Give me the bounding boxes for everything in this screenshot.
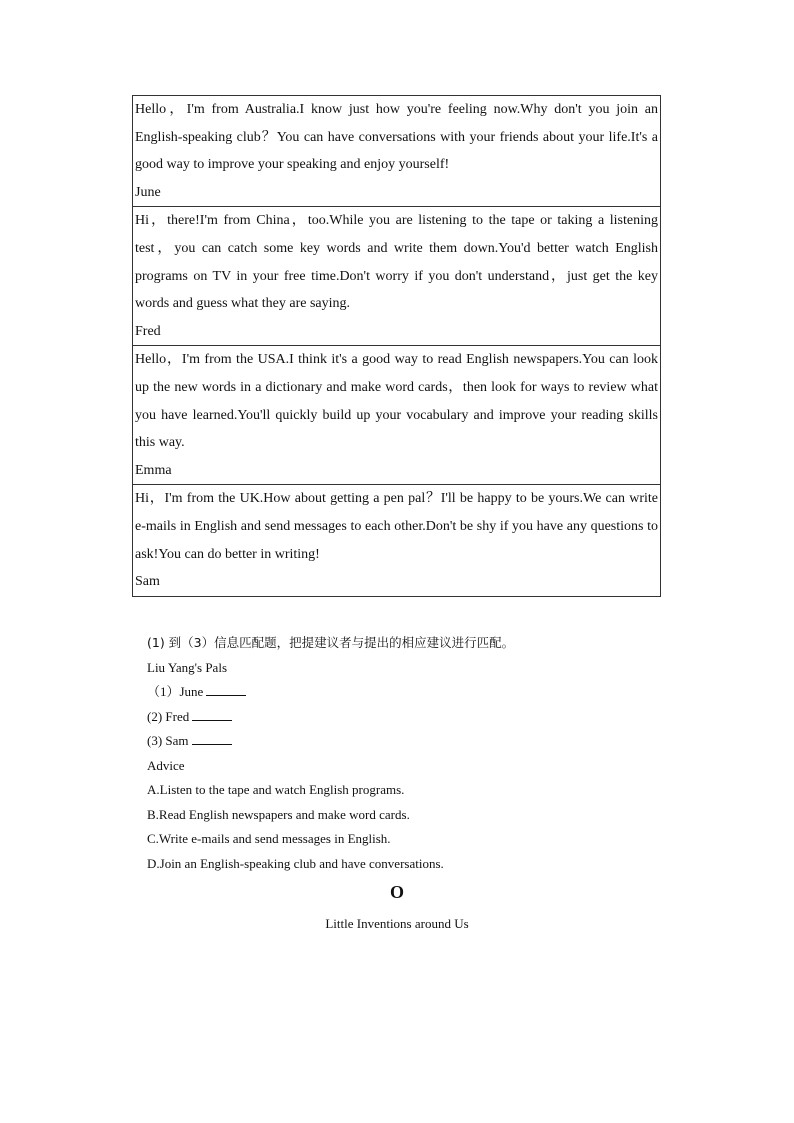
section-title: Little Inventions around Us — [325, 916, 469, 931]
letter-text: Hi，there!I'm from China，too.While you are listening to the tape or taking a listening test，you can catch some key words and write them down.You'd better watch English programs on TV in your free time.Don't worry if you don't understand，just get the key words and guess what they are saying. — [135, 213, 658, 312]
advice-heading: Advice — [147, 757, 185, 773]
letter-row — [133, 346, 661, 485]
advice-option: A.Listen to the tape and watch English programs. — [147, 782, 405, 797]
advice-option: B.Read English newspapers and make word cards. — [147, 806, 410, 822]
letter-cell — [133, 485, 661, 596]
letter-row — [133, 207, 661, 346]
answer-blank[interactable] — [206, 681, 246, 696]
letter-cell — [133, 346, 661, 485]
question-label: （1）June — [147, 684, 204, 699]
answer-blank[interactable] — [192, 706, 232, 721]
letter-cell — [133, 207, 661, 346]
section-letter: O — [389, 882, 404, 902]
letter-signature: Fred — [135, 323, 161, 339]
question-item — [147, 729, 667, 754]
advice-option: D.Join an English-speaking club and have conversations. — [147, 855, 444, 871]
letter-cell — [133, 96, 661, 207]
advice-option: C.Write e-mails and send messages in English. — [147, 831, 391, 846]
question-label: (2) Fred — [147, 708, 190, 724]
letter-text: Hello，I'm from the USA.I think it's a good way to read English newspapers.You can look up the new words in a dictionary and make word cards，then look for ways to review what you have learned.You'll quickly build up your vocabulary and improve your reading skills this way. — [135, 352, 658, 451]
letter-row — [133, 485, 661, 596]
pen-pal-advice-table — [132, 95, 661, 597]
matching-questions — [147, 631, 667, 876]
question-instruction: (1) 到（3）信息匹配题，把提建议者与提出的相应建议进行匹配。 — [147, 635, 515, 650]
question-item — [147, 705, 667, 730]
letter-row — [133, 96, 661, 207]
pals-heading: Liu Yang's Pals — [147, 659, 227, 675]
letter-text: Hi，I'm from the UK.How about getting a pen pal？I'll be happy to be yours.We can write e-mails in English and send messages to each other.Don't be shy if you have any questions to ask!You can do better in writing! — [135, 491, 658, 562]
letter-signature: Emma — [135, 462, 172, 478]
letter-text: Hello，I'm from Australia.I know just how you're feeling now.Why don't you join an English-speaking club？You can have conversations with your friends about your life.It's a good way to improve your speaking and enjoy yourself! — [135, 102, 658, 173]
letter-signature: June — [135, 184, 161, 200]
question-label: (3) Sam — [147, 733, 189, 748]
question-item — [147, 680, 667, 705]
letter-signature: Sam — [135, 574, 160, 590]
answer-blank[interactable] — [192, 730, 232, 745]
